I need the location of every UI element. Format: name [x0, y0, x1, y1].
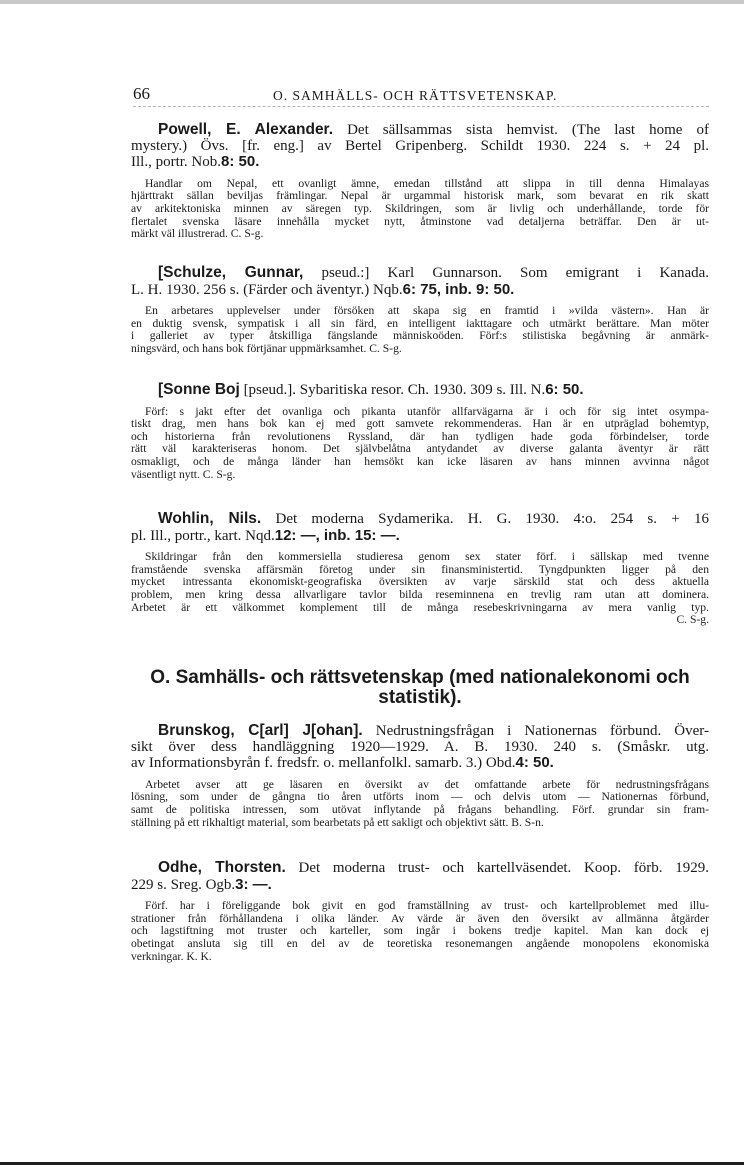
section-heading: O. Samhälls- och rättsvetenskap (med nationalekonomi och statistik).: [150, 667, 690, 708]
citation-line: Odhe, Thorsten. Det moderna trust- och kartellväsendet. Koop. förb. 1929.: [158, 859, 709, 876]
entry-price: 6: 50.: [545, 381, 584, 398]
citation-line: Brunskog, C[arl] J[ohan]. Nedrustningsfrågan i Nationernas förbund. Över-: [158, 722, 709, 739]
entry-review: Förf: s jakt efter det ovanliga och pikanta utanför allfarvägarna är i och för sig intet osympa- tiskt drag, men hans bok kan ej med gott samvete rekommenderas. Han är en utpräglad bohemtyp, och historierna från revolutionens Ryssland, där han tydligen hade goda förbindelser, torde rätt väl karakteriseras honom. Det självbelåtna antydandet av diverse galanta äventyr är rätt osmakligt, och de många länder han hemsökt kan icke läsaren av hans minnen avvinna något väsentligt nytt. C. S-g.: [131, 404, 709, 481]
entry-author: Odhe, Thorsten.: [158, 859, 286, 876]
citation-line: [Sonne Boj [pseud.]. Sybaritiska resor. Ch. 1930. 309 s. Ill. N.6: 50.: [158, 381, 584, 398]
entry-price: 8: 50.: [221, 153, 260, 171]
entry-price: 6: 75, inb. 9: 50.: [402, 280, 515, 298]
page-number: 66: [133, 84, 150, 103]
book-entry-powell: [131, 122, 709, 241]
citation-line: Ill., portr. Nob.8: 50.: [131, 153, 260, 171]
entry-author: Powell, E. Alexander.: [158, 121, 334, 138]
entry-review: Arbetet avser att ge läsaren en översikt av det omfattande arbete för nedrustningsfrågans lösning, som under de gångna tio åren utförts inom — och delvis utom — Nationernas förbund, samt de politiska intressen, som utövat inflytande på frågans behandling. Förf. grundar sin fram- ställning på ett rikhaltigt material, som bearbetats på ett sakligt och objektivt sätt. B. S-n.: [131, 777, 709, 829]
citation-line: pl. Ill., portr., kart. Nqd.12: —, inb. 15: —.: [131, 526, 400, 544]
entry-citation: [131, 511, 709, 544]
entry-price: 3: —.: [235, 875, 272, 893]
entry-review: Handlar om Nepal, ett ovanligt ämne, emedan tillstånd att slippa in till denna Himalayas hjärttrakt sällan beviljas främlingar. Nepal är urgammal historisk mark, som bevarat en rik skatt av arkitektoniska minnen av säregen typ. Skildringen, som är livlig och underhållande, torde för flertalet svenska läsare innehålla mycket nytt, åtminstone vad detaljerna beträffar. Den är ut- märkt väl illustrerad. C. S-g.: [131, 176, 709, 241]
citation-line: mystery.) Övs. [fr. eng.] av Bertel Gripenberg. Schildt 1930. 224 s. + 24 pl.: [131, 137, 709, 154]
entry-review: Skildringar från den kommersiella studieresa genom sex stater förf. i sällskap med tvenne framstående svenska affärsmän företog under sin finansministertid. Tyngdpunkten ligger på den mycket intressanta ekonomiskt-geografiska översikten av varje särskild stat och dess aktuella problem, men kring dessa allvarligare tavlor bilda reseminnena en trevlig ram utan att dominera. Arbetet är ett välkommet komplement till de många resebeskrivningarna av mera vanlig typ. C. S-g.: [131, 550, 709, 627]
citation-line: Wohlin, Nils. Det moderna Sydamerika. H. G. 1930. 4:o. 254 s. + 16: [158, 510, 710, 527]
citation-line: L. H. 1930. 256 s. (Färder och äventyr.) Nqb.6: 75, inb. 9: 50.: [131, 280, 515, 298]
citation-line: sikt över dess handläggning 1920—1929. A. B. 1930. 240 s. (Småskr. utg.: [131, 738, 709, 755]
entry-citation: [131, 382, 709, 399]
book-entry-brunskog: [131, 723, 709, 829]
citation-line: av Informationsbyrån f. fredsfr. o. mellanfolkl. samarb. 3.) Obd.4: 50.: [131, 754, 554, 772]
page-bottom-edge: [0, 1162, 744, 1165]
entry-author: [Sonne Boj: [158, 381, 240, 398]
header-rule: [133, 106, 709, 107]
citation-line: [Schulze, Gunnar, pseud.:] Karl Gunnarson. Som emigrant i Kanada.: [158, 264, 710, 281]
citation-line: 229 s. Sreg. Ogb.3: —.: [131, 875, 272, 893]
book-entry-schulze: [131, 265, 709, 356]
entry-author: [Schulze, Gunnar,: [158, 264, 304, 281]
entry-price: 12: —, inb. 15: —.: [274, 526, 400, 544]
book-entry-sonne-boj: [131, 382, 709, 481]
entry-citation: [131, 723, 709, 772]
entry-citation: [131, 860, 709, 893]
entry-review: En arbetares upplevelser under försöken att skapa sig en framtid i »vilda västern». Han är en duktig svensk, sympatisk i all sin färd, en intelligent iakttagare och utmärkt berättare. Man möter i galleriet av typer åtskilliga fängslande människoöden. Förf:s stilistiska begåvning är anmärk- ningsvärd, och hans bok förtjänar uppmärksamhet. C. S-g.: [131, 304, 709, 355]
entry-author: Wohlin, Nils.: [158, 510, 262, 527]
top-edge-shadow: [0, 0, 744, 4]
entry-price: 4: 50.: [515, 754, 554, 772]
entry-author: Brunskog, C[arl] J[ohan].: [158, 722, 363, 739]
book-entry-odhe: [131, 860, 709, 963]
citation-line: Powell, E. Alexander. Det sällsammas sista hemvist. (The last home of: [158, 121, 709, 138]
page-header: [133, 84, 709, 108]
entry-citation: [131, 122, 709, 171]
entry-review: Förf. har i föreliggande bok givit en god framställning av trust- och kartellproblemet med illu- strationer från förhållandena i olika länder. Av värde är även den översikt av allmänna åtgärder och lagstiftning mot truster och karteller, som ingår i bokens tredje kapitel. Man kan dock ej obetingat ansluta sig till en del av de teoretiska resonemangen angående monopolens ekonomiska verkningar. K. K.: [131, 899, 709, 963]
book-entry-wohlin: [131, 511, 709, 627]
entry-citation: [131, 265, 709, 298]
running-head: O. SAMHÄLLS- OCH RÄTTSVETENSKAP.: [273, 88, 558, 103]
